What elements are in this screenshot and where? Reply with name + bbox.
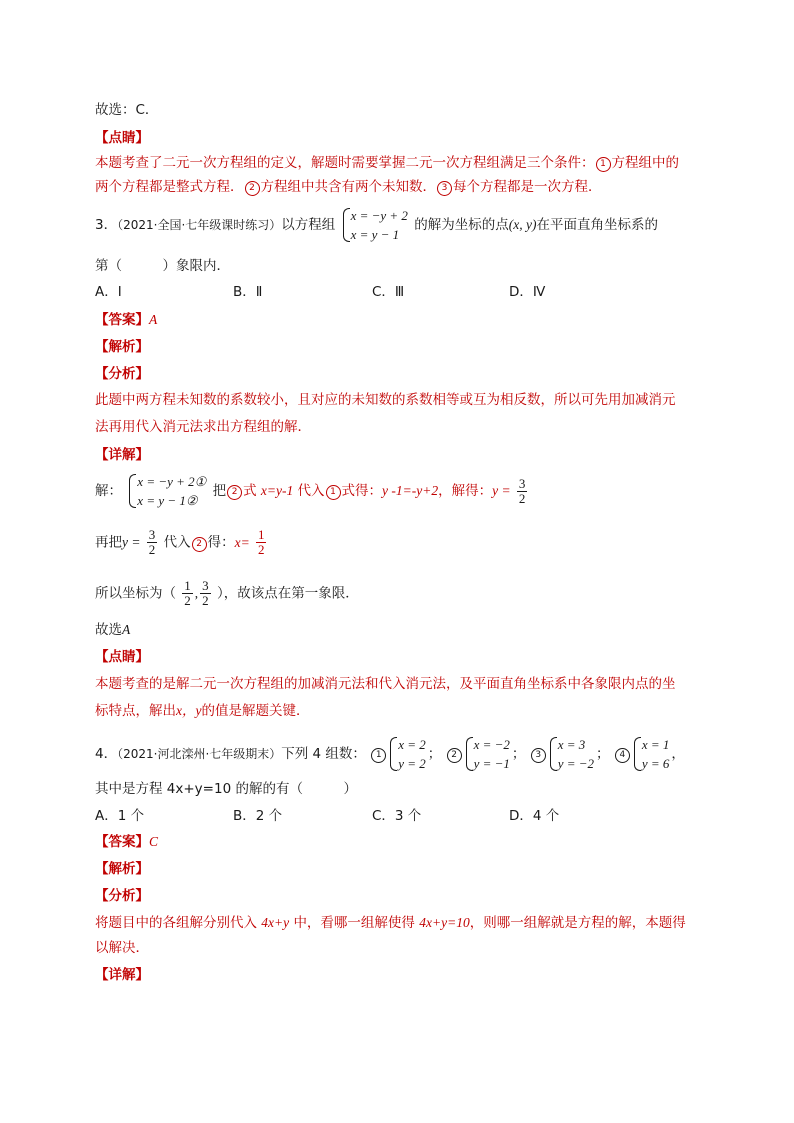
q3-pointer-label: 【点睛】 [95,649,149,665]
q3-solution-line-2: 再把y = $\frac{3}{2}$ 代入 2 得：x= $\frac{1}{2}$ [95,527,265,557]
fraction-three-halves: $\frac{3}{2}$ [148,527,156,557]
q3-analysis-label: 【解析】 [95,339,149,355]
q3-coordinate-line: 所以坐标为（ $\frac{1}{2}$ , $\frac{3}{2}$ ），故该点在第一象限． [95,578,359,608]
q3-option-a: A．I [95,284,122,300]
q3-option-d: D．Ⅳ [509,284,546,300]
q2-select: 故选：C． [95,102,159,118]
q4-option-b: B．2 个 [233,808,283,824]
q3-detail-label: 【详解】 [95,447,149,463]
q3-equation-system: x = −y + 2 x = y − 1 [342,206,408,244]
q4-detail-label: 【详解】 [95,967,149,983]
fraction-one-half: $\frac{1}{2}$ [184,578,191,608]
set-marker: 4 [615,748,630,763]
q2-pointer-line-1: 本题考查了二元一次方程组的定义，解题时需要掌握二元一次方程组满足三个条件： 1 方程组中的 [95,155,679,171]
q3-stem-line-1: 3．（2021·全国·七年级课时练习）以方程组 x = −y + 2 x = y − 1 的解为坐标的点(x, y)在平面直角坐标系的 [95,208,658,242]
q3-answer: 【答案】A [95,312,158,328]
q3-select: 故选A [95,622,131,638]
q3-stem-line-2: 第（ ）象限内． [95,258,230,274]
q4-analysis-label: 【解析】 [95,861,149,877]
q4-fenxi-line-2: 以解决． [95,940,149,956]
q3-fenxi-line-1: 此题中两方程未知数的系数较小，且对应的未知数的系数相等或互为相反数，所以可先用加减消元 [95,392,676,408]
q2-pointer-label: 【点睛】 [95,130,149,146]
fraction-one-half: $\frac{1}{2}$ [257,527,265,557]
q4-option-d: D．4 个 [509,808,560,824]
fraction-three-halves: $\frac{3}{2}$ [518,475,526,506]
set-marker: 2 [447,748,462,763]
q4-set-3: x = 3 y = −2 [549,735,594,773]
q4-option-c: C．3 个 [372,808,422,824]
q3-pointer-line-1: 本题考查的是解二元一次方程组的加减消元法和代入消元法，及平面直角坐标系中各象限内点的坐 [95,676,676,692]
set-marker: 3 [531,748,546,763]
q4-stem-line-2: 其中是方程 4x+y=10 的解的有（ ） [95,781,357,797]
q3-option-b: B．Ⅱ [233,284,263,300]
q2-pointer-line-2: 两个方程都是整式方程． 2 方程组中共含有两个未知数． 3 每个方程都是一次方程． [95,179,602,195]
q3-option-c: C．Ⅲ [372,284,405,300]
q4-set-1: x = 2 y = 2 [389,735,426,773]
q4-set-2: x = −2 y = −1 [465,735,510,773]
q4-fenxi-label: 【分析】 [95,888,149,904]
q3-options [95,282,705,302]
q4-set-4: x = 1 y = 6 [633,735,670,773]
q3-fenxi-line-2: 法再用代入消元法求出方程组的解． [95,419,311,435]
q3-fenxi-label: 【分析】 [95,366,149,382]
q3-solution-line-1: 解： x = −y + 2① x = y − 1② 把 2 式 x=y-1 代入 1 式得：y -1=-y+2，解得：y = $\frac{3}{2}$ [95,474,526,508]
q4-answer: 【答案】C [95,834,159,850]
q4-option-a: A．1 个 [95,808,145,824]
fraction-three-halves: $\frac{3}{2}$ [202,578,209,608]
q4-options [95,806,705,826]
set-marker: 1 [371,748,386,763]
q3-solution-system: x = −y + 2① x = y − 1② [128,472,206,510]
q4-fenxi-line-1: 将题目中的各组解分别代入 4x+y 中，看哪一组解使得 4x+y=10，则哪一组解就是方程的解，本题得 [95,915,686,931]
q3-pointer-line-2: 标特点，解出x，y的值是解题关键． [95,703,310,719]
q4-stem-line-1: 4．（2021·河北滦州·七年级期末）下列 4 组数： 1 x = 2 y = 2 ； 2 x = −2 y = −1 ； 3 x = 3 y = −2 ； 4 x = 1 y = 6 ， [95,737,685,771]
